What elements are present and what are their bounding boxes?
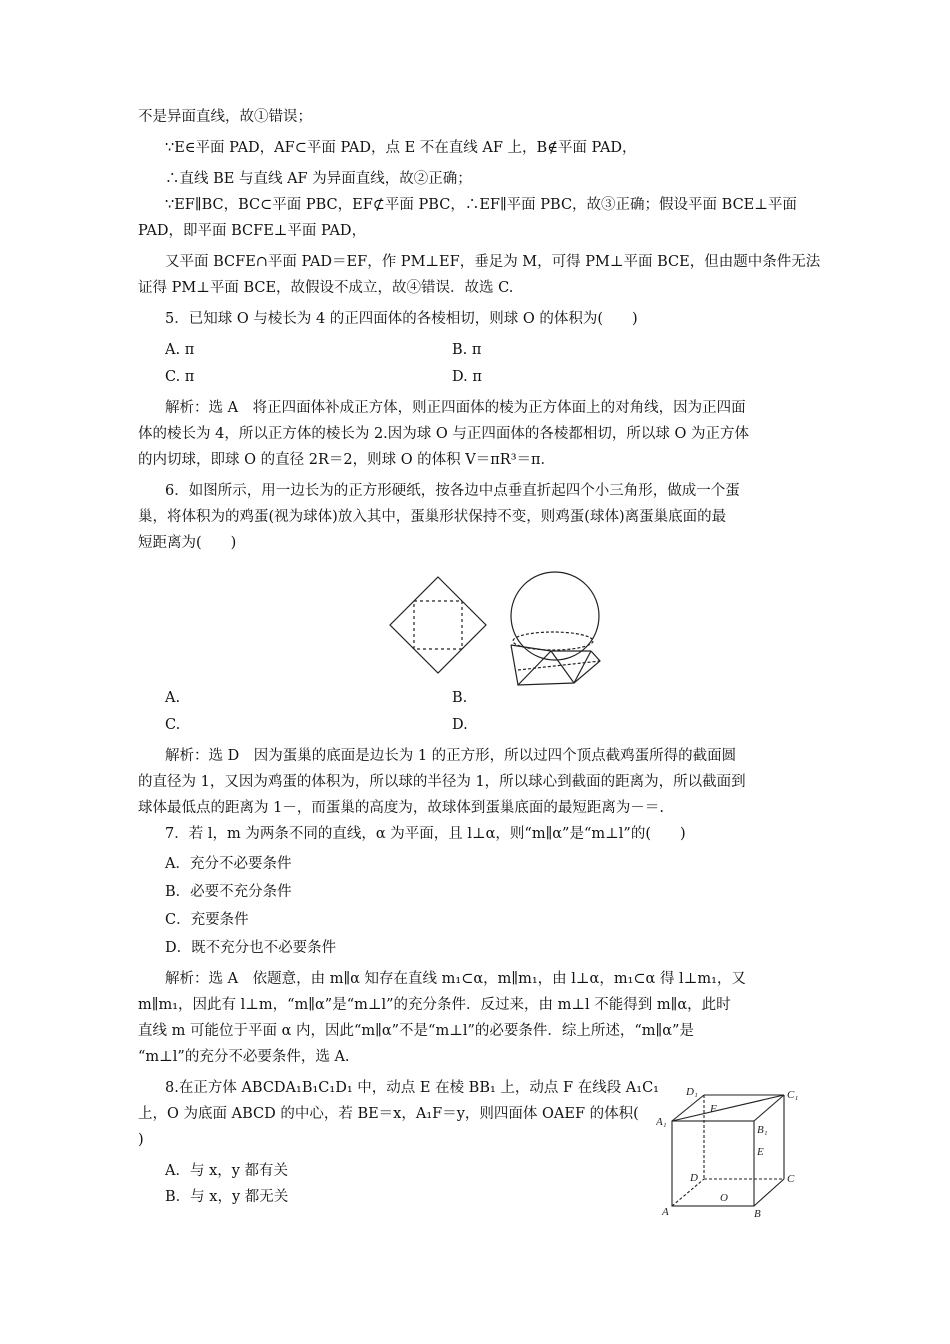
option-right: B. π xyxy=(452,342,482,358)
label-e: E xyxy=(757,1146,764,1158)
option-right: D. xyxy=(452,717,468,733)
text-line: 的直径为 1，又因为鸡蛋的体积为，所以球的半径为 1，所以球心到截面的距离为，所以截面到 xyxy=(138,774,746,790)
text-line: 又平面 BCFE∩平面 PAD＝EF，作 PM⊥EF，垂足为 M，可得 PM⊥平面 BCE，但由题中条件无法 xyxy=(165,254,821,270)
text-line: C. xyxy=(165,717,181,733)
text-line: C．充要条件 xyxy=(165,912,249,928)
option-right: D. π xyxy=(452,369,482,385)
cube-front-face xyxy=(672,1121,754,1206)
text-line: 的内切球，即球 O 的直径 2R＝2，则球 O 的体积 V＝πR³＝π． xyxy=(138,452,556,468)
text-line: “m⊥l”的充分不必要条件，选 A. xyxy=(138,1049,350,1065)
text-line: 证得 PM⊥平面 BCE，故假设不成立，故④错误．故选 C. xyxy=(138,280,514,296)
text-line: 体的棱长为 4，所以正方体的棱长为 2.因为球 O 与正四面体的各棱都相切，所以球 O 为正方体 xyxy=(138,426,749,442)
text-line: A. π xyxy=(165,342,195,358)
text-line: 直线 m 可能位于平面 α 内，因此“m∥α”不是“m⊥l”的必要条件．综上所述，“m∥α”是 xyxy=(138,1023,694,1039)
label-b1: B₁ xyxy=(757,1124,768,1136)
label-b: B xyxy=(754,1208,761,1220)
text-line: 上，O 为底面 ABCD 的中心，若 BE＝x，A₁F＝y，则四面体 OAEF 的体积( xyxy=(138,1106,639,1122)
label-a: A xyxy=(662,1206,669,1218)
text-line: PAD，即平面 BCFE⊥平面 PAD， xyxy=(138,223,367,239)
text-line: 不是异面直线，故①错误； xyxy=(138,109,312,125)
text-line: 巢，将体积为的鸡蛋(视为球体)放入其中，蛋巢形状保持不变，则鸡蛋(球体)离蛋巢底面的最 xyxy=(138,509,727,525)
fold-square-dashed xyxy=(414,601,462,649)
text-line: m∥m₁，因此有 l⊥m，“m∥α”是“m⊥l”的充分条件．反过来，由 m⊥l 不能得到 m∥α，此时 xyxy=(138,997,731,1013)
label-d1: D₁ xyxy=(686,1086,698,1098)
label-d: D xyxy=(690,1172,698,1184)
label-f: F xyxy=(710,1103,717,1115)
label-a1: A₁ xyxy=(656,1116,667,1128)
option-right: B. xyxy=(452,690,468,706)
text-line: ∴直线 BE 与直线 AF 为异面直线，故②正确； xyxy=(165,171,472,187)
paper-square-outline xyxy=(390,577,486,673)
label-c1: C₁ xyxy=(787,1089,799,1101)
text-line: C. π xyxy=(165,369,195,385)
text-line: 6．如图所示，用一边长为的正方形硬纸，按各边中点垂直折起四个小三角形，做成一个蛋 xyxy=(165,483,740,499)
text-line: 解析：选 D 因为蛋巢的底面是边长为 1 的正方形，所以过四个顶点截鸡蛋所得的截面圆 xyxy=(165,748,737,764)
text-line: A．充分不必要条件 xyxy=(165,856,292,872)
text-line: 解析：选 A 将正四面体补成正方体，则正四面体的棱为正方体面上的对角线，因为正四面 xyxy=(165,400,746,416)
egg-nest-figure xyxy=(378,565,608,690)
label-o: O xyxy=(720,1192,728,1204)
text-line: 7．若 l，m 为两条不同的直线，α 为平面，且 l⊥α，则“m∥α”是“m⊥l”的( ) xyxy=(165,826,686,842)
text-line: 5．已知球 O 与棱长为 4 的正四面体的各棱相切，则球 O 的体积为( ) xyxy=(165,311,638,327)
text-line: 8.在正方体 ABCDA₁B₁C₁D₁ 中，动点 E 在棱 BB₁ 上，动点 F 在线段 A₁C₁ xyxy=(165,1080,659,1096)
text-line: B．必要不充分条件 xyxy=(165,884,292,900)
text-line: B．与 x，y 都无关 xyxy=(165,1189,289,1205)
text-line: A．与 x，y 都有关 xyxy=(165,1163,289,1179)
text-line: ∵EF∥BC，BC⊂平面 PBC，EF⊄平面 PBC，∴EF∥平面 PBC，故③正确；假设平面 BCE⊥平面 xyxy=(165,197,797,213)
label-c: C xyxy=(787,1173,795,1185)
cube-figure xyxy=(656,1085,806,1220)
text-line: 解析：选 A 依题意，由 m∥α 知存在直线 m₁⊂α，m∥m₁，由 l⊥α，m₁⊂α 得 l⊥m₁，又 xyxy=(165,971,746,987)
text-line: D．既不充分也不必要条件 xyxy=(165,940,337,956)
text-line: 球体最低点的距离为 1－，而蛋巢的高度为，故球体到蛋巢底面的最短距离为－＝. xyxy=(138,800,664,816)
text-line: 短距离为( ) xyxy=(138,535,237,551)
text-line: ∵E∈平面 PAD，AF⊂平面 PAD，点 E 不在直线 AF 上，B∉平面 PAD， xyxy=(165,140,637,156)
text-line: ) xyxy=(138,1132,144,1148)
text-line: A. xyxy=(165,690,181,706)
